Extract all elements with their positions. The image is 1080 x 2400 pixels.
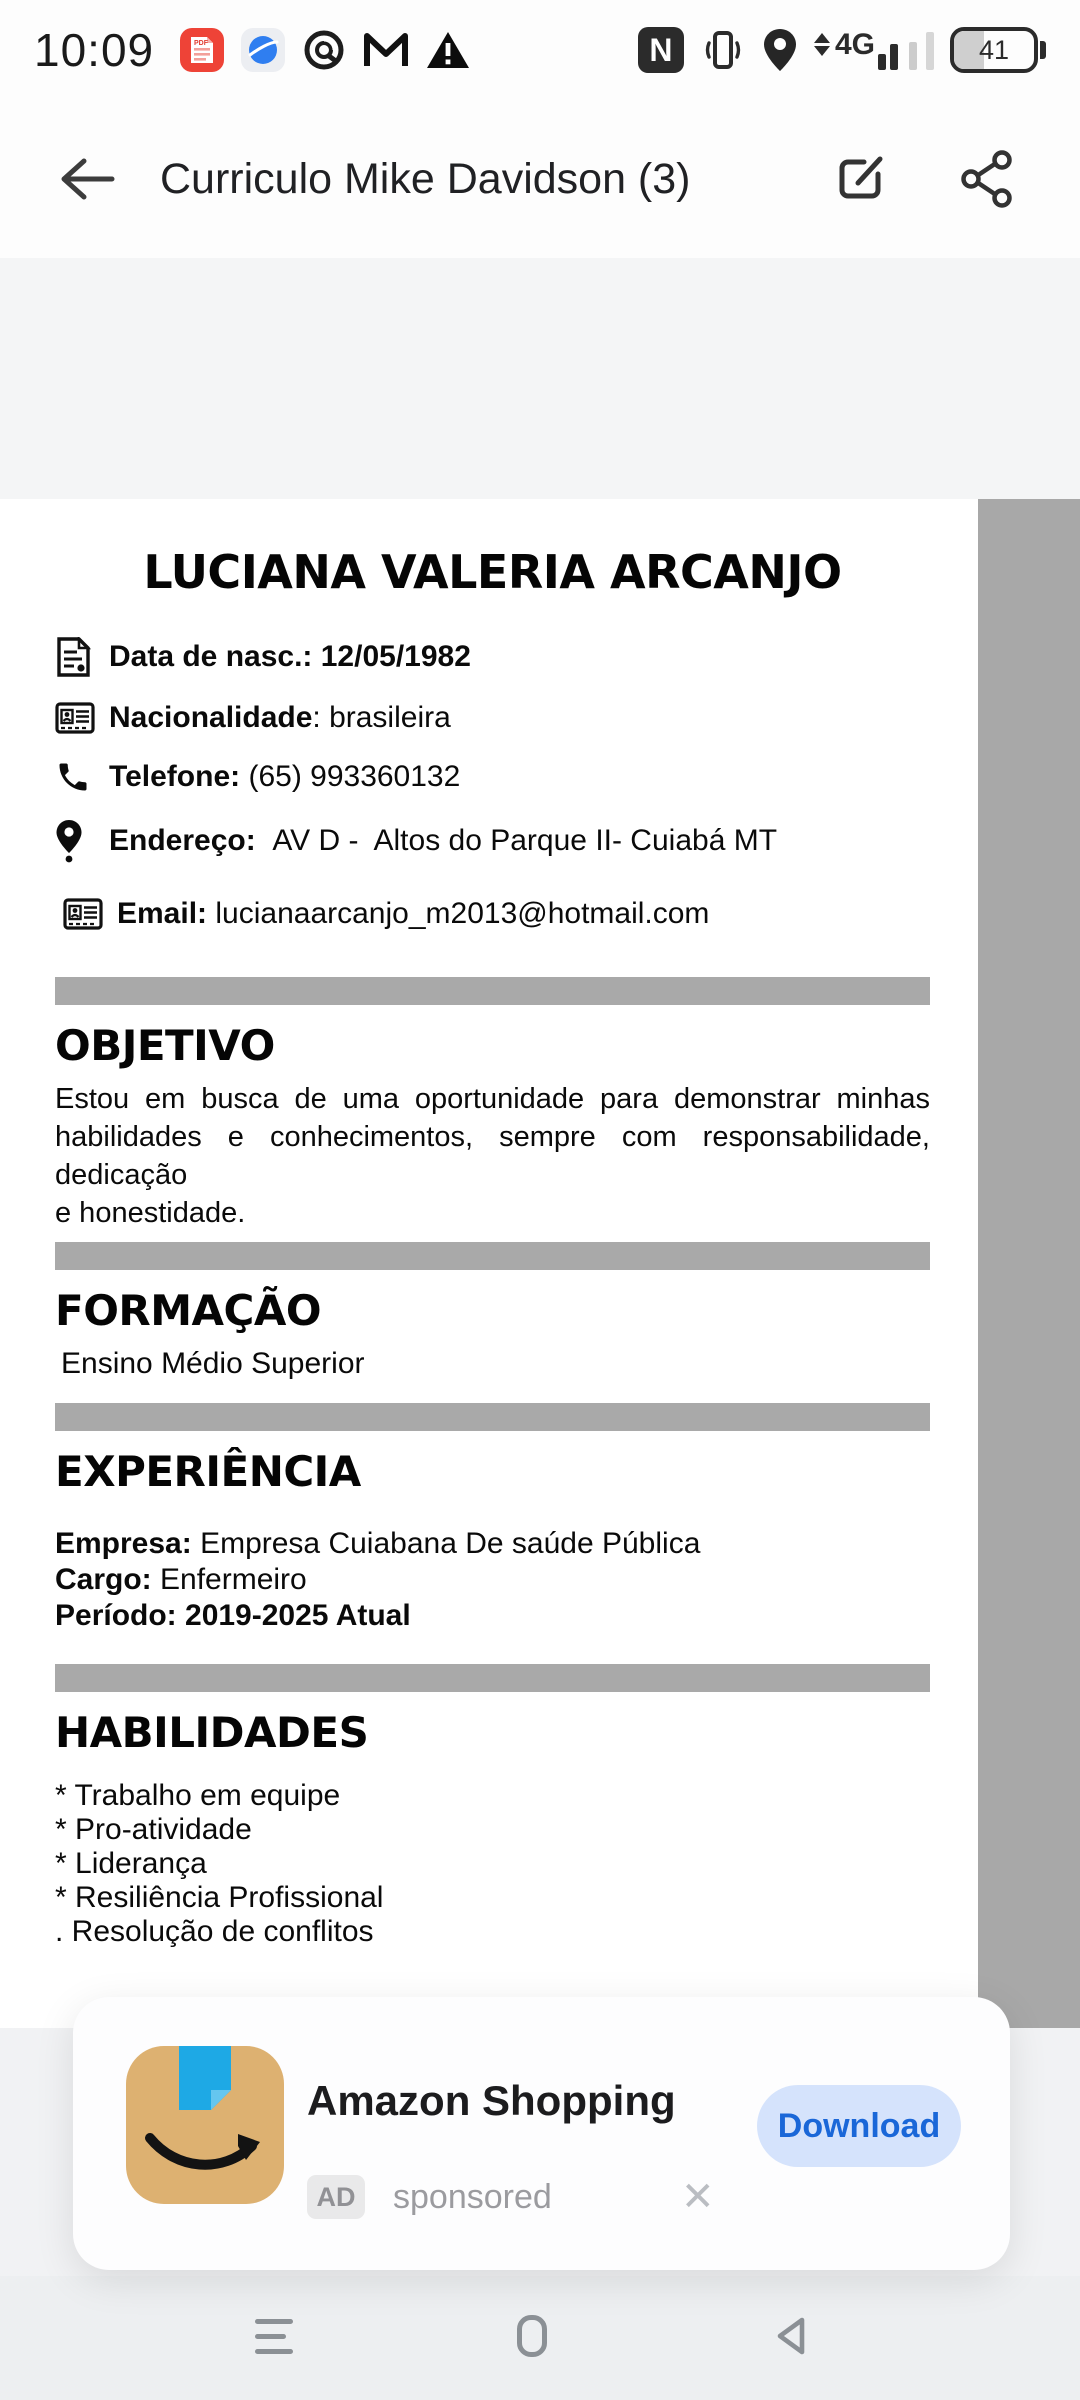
edit-icon xyxy=(834,153,886,205)
experience-company: Empresa: Empresa Cuiabana De saúde Pública xyxy=(55,1527,701,1560)
gmail-icon xyxy=(363,31,409,69)
vibrate-icon xyxy=(700,27,746,73)
contact-row-email xyxy=(55,897,930,931)
home-button[interactable] xyxy=(502,2316,562,2356)
section-title-formacao: FORMAÇÃO xyxy=(55,1286,322,1335)
location-icon xyxy=(762,27,798,73)
contact-label: Endereço: xyxy=(109,824,273,857)
signal-icon xyxy=(814,30,934,70)
section-divider xyxy=(55,1403,930,1431)
notification-icons xyxy=(180,28,470,72)
resume-name: LUCIANA VALERIA ARCANJO xyxy=(143,545,842,599)
section-divider xyxy=(55,1664,930,1692)
skill-item: * Resiliência Profissional xyxy=(55,1881,384,1914)
back-button[interactable] xyxy=(58,157,116,201)
skill-item: * Pro-atividade xyxy=(55,1813,252,1846)
pdf-app-icon xyxy=(180,28,224,72)
contact-value: lucianaarcanjo_m2013@hotmail.com xyxy=(215,897,710,930)
contact-row-phone xyxy=(55,759,930,795)
page-side-gutter xyxy=(978,499,1080,2028)
contact-value: AV D - Altos do Parque II- Cuiabá MT xyxy=(272,824,778,857)
contact-label: Data de nasc.: xyxy=(109,640,321,673)
contact-row-nationality xyxy=(55,701,930,735)
document-icon xyxy=(55,637,101,677)
contact-value: : brasileira xyxy=(312,701,451,734)
objective-paragraph: Estou em busca de uma oportunidade para demonstrar minhas habilidades e conhecimentos, sempre com responsabilidade, dedicação e honestidade. xyxy=(55,1083,930,1229)
contact-label: Nacionalidade xyxy=(109,701,313,734)
skill-item: . Resolução de conflitos xyxy=(55,1915,374,1948)
contact-row-address xyxy=(55,819,930,863)
experience-rows xyxy=(55,1526,930,1634)
contact-label: Telefone: xyxy=(109,760,249,793)
ad-badge: AD xyxy=(307,2175,365,2219)
section-title-objetivo: OBJETIVO xyxy=(55,1021,275,1070)
chrome-icon xyxy=(302,28,346,72)
id-card-icon xyxy=(55,702,101,734)
clock: 10:09 xyxy=(34,24,155,76)
phone-icon xyxy=(55,759,101,795)
section-divider xyxy=(55,1242,930,1270)
nfc-icon: N xyxy=(638,27,684,73)
battery-icon xyxy=(950,27,1046,73)
app-header xyxy=(0,100,1080,258)
section-divider xyxy=(55,977,930,1005)
contact-info xyxy=(55,637,930,931)
contact-label: Email: xyxy=(117,897,216,930)
skill-item: * Trabalho em equipe xyxy=(55,1779,341,1812)
share-icon xyxy=(960,150,1014,208)
education-text: Ensino Médio Superior xyxy=(61,1347,365,1380)
back-arrow-icon xyxy=(58,157,116,201)
resume-page xyxy=(0,499,978,2028)
skills-list xyxy=(55,1779,930,1949)
skill-item: * Liderança xyxy=(55,1847,207,1880)
experience-role: Cargo: Enfermeiro xyxy=(55,1563,307,1596)
back-triangle-icon xyxy=(773,2316,807,2356)
system-status-icons xyxy=(638,27,1046,73)
browser-app-icon xyxy=(241,28,285,72)
amazon-app-icon xyxy=(126,2046,284,2209)
location-pin-icon xyxy=(55,819,101,863)
battery-percent: 41 xyxy=(978,34,1010,65)
svg-text:PDF: PDF xyxy=(194,40,209,47)
warning-icon xyxy=(426,30,470,70)
sponsored-label: sponsored xyxy=(393,2177,552,2216)
recents-button[interactable] xyxy=(244,2316,304,2356)
ad-close-icon[interactable]: ✕ xyxy=(681,2175,715,2219)
ad-banner[interactable] xyxy=(73,1997,1010,2270)
id-card-icon xyxy=(63,898,109,930)
ad-meta-row xyxy=(307,2175,552,2219)
document-title: Curriculo Mike Davidson (3) xyxy=(160,154,691,203)
nav-back-button[interactable] xyxy=(760,2316,820,2356)
section-title-habilidades: HABILIDADES xyxy=(55,1708,369,1757)
home-icon xyxy=(517,2315,547,2357)
ad-app-name: Amazon Shopping xyxy=(307,2077,676,2124)
network-type-label: 4G xyxy=(834,28,875,61)
status-bar xyxy=(0,0,1080,100)
contact-value: (65) 993360132 xyxy=(248,760,461,793)
share-button[interactable] xyxy=(960,150,1014,208)
contact-value: 12/05/1982 xyxy=(320,640,471,673)
section-title-experiencia: EXPERIÊNCIA xyxy=(55,1447,361,1496)
download-button[interactable]: Download xyxy=(757,2085,961,2167)
menu-icon xyxy=(255,2319,293,2354)
contact-row-birthdate xyxy=(55,637,930,677)
edit-button[interactable] xyxy=(834,153,886,205)
experience-period: Período: 2019-2025 Atual xyxy=(55,1599,411,1632)
